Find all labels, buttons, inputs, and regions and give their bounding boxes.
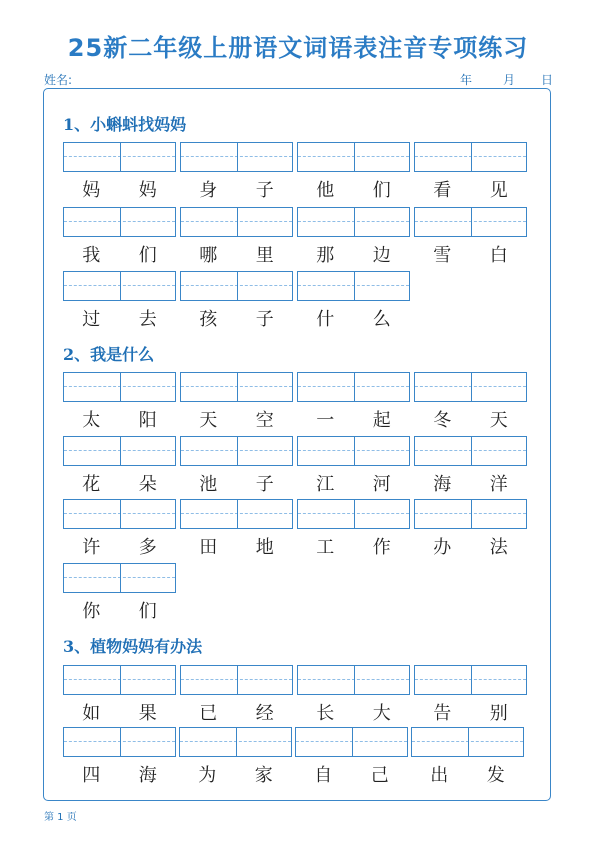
box-divider — [237, 143, 238, 171]
hanzi-character: 办 — [433, 537, 452, 558]
hanzi-character: 妈 — [82, 180, 101, 201]
hanzi-character: 许 — [82, 537, 101, 558]
box-divider — [236, 728, 237, 756]
box-divider — [354, 500, 355, 528]
month-label: 月 — [503, 73, 516, 87]
pinyin-writing-box[interactable] — [180, 372, 293, 402]
hanzi-character: 们 — [138, 245, 157, 266]
box-divider — [120, 373, 121, 401]
year-label: 年 — [460, 73, 473, 87]
pinyin-writing-box[interactable] — [297, 142, 410, 172]
hanzi-character: 我 — [82, 245, 101, 266]
hanzi-character: 发 — [486, 765, 505, 786]
box-divider — [120, 500, 121, 528]
box-divider — [471, 143, 472, 171]
hanzi-character: 地 — [255, 537, 274, 558]
hanzi-character: 工 — [316, 537, 335, 558]
hanzi-character: 看 — [433, 180, 452, 201]
section-title: 3、植物妈妈有办法 — [63, 637, 203, 656]
hanzi-character: 多 — [138, 537, 157, 558]
box-divider — [120, 437, 121, 465]
hanzi-character: 己 — [370, 765, 389, 786]
hanzi-character: 作 — [372, 537, 391, 558]
hanzi-character: 身 — [199, 180, 218, 201]
pinyin-writing-box[interactable] — [297, 207, 410, 237]
box-divider — [237, 500, 238, 528]
hanzi-character: 起 — [372, 410, 391, 431]
pinyin-writing-box[interactable] — [414, 372, 527, 402]
hanzi-character: 花 — [82, 474, 101, 495]
day-label: 日 — [541, 73, 554, 87]
pinyin-writing-box[interactable] — [63, 142, 176, 172]
hanzi-character: 么 — [372, 309, 391, 330]
pinyin-writing-box[interactable] — [414, 665, 527, 695]
hanzi-character: 子 — [255, 180, 274, 201]
hanzi-character: 孩 — [199, 309, 218, 330]
section-title: 2、我是什么 — [63, 345, 155, 364]
hanzi-character: 那 — [316, 245, 335, 266]
pinyin-writing-box[interactable] — [297, 372, 410, 402]
hanzi-character: 江 — [316, 474, 335, 495]
box-divider — [471, 666, 472, 694]
hanzi-character: 已 — [199, 703, 218, 724]
hanzi-character: 们 — [138, 601, 157, 622]
box-divider — [471, 500, 472, 528]
hanzi-character: 海 — [138, 765, 157, 786]
box-divider — [354, 143, 355, 171]
pinyin-writing-box[interactable] — [63, 207, 176, 237]
hanzi-character: 自 — [314, 765, 333, 786]
hanzi-character: 子 — [255, 309, 274, 330]
box-divider — [471, 208, 472, 236]
hanzi-character: 大 — [372, 703, 391, 724]
hanzi-character: 空 — [255, 410, 274, 431]
pinyin-writing-box[interactable] — [297, 436, 410, 466]
pinyin-writing-box[interactable] — [414, 499, 527, 529]
hanzi-character: 朵 — [138, 474, 157, 495]
hanzi-character: 过 — [82, 309, 101, 330]
hanzi-character: 一 — [316, 410, 335, 431]
pinyin-writing-box[interactable] — [63, 665, 176, 695]
hanzi-character: 四 — [82, 765, 101, 786]
hanzi-character: 们 — [372, 180, 391, 201]
pinyin-writing-box[interactable] — [180, 665, 293, 695]
pinyin-writing-box[interactable] — [180, 142, 293, 172]
box-divider — [237, 373, 238, 401]
hanzi-character: 里 — [255, 245, 274, 266]
box-divider — [120, 666, 121, 694]
hanzi-character: 经 — [255, 703, 274, 724]
section-title: 1、小蝌蚪找妈妈 — [63, 115, 187, 134]
pinyin-writing-box[interactable] — [180, 207, 293, 237]
hanzi-character: 哪 — [199, 245, 218, 266]
pinyin-writing-box[interactable] — [414, 142, 527, 172]
hanzi-character: 果 — [138, 703, 157, 724]
hanzi-character: 见 — [489, 180, 508, 201]
hanzi-character: 天 — [489, 410, 508, 431]
hanzi-character: 出 — [430, 765, 449, 786]
box-divider — [354, 437, 355, 465]
box-divider — [352, 728, 353, 756]
pinyin-writing-box[interactable] — [63, 436, 176, 466]
pinyin-writing-box[interactable] — [297, 271, 410, 301]
hanzi-character: 他 — [316, 180, 335, 201]
box-divider — [120, 208, 121, 236]
hanzi-character: 河 — [372, 474, 391, 495]
pinyin-writing-box[interactable] — [295, 727, 408, 757]
box-divider — [468, 728, 469, 756]
hanzi-character: 边 — [372, 245, 391, 266]
box-divider — [237, 437, 238, 465]
hanzi-character: 田 — [199, 537, 218, 558]
page-title: 25新二年级上册语文词语表注音专项练习 — [67, 34, 529, 62]
hanzi-character: 法 — [489, 537, 508, 558]
name-label: 姓名: — [44, 73, 73, 87]
hanzi-character: 雪 — [433, 245, 452, 266]
box-divider — [471, 373, 472, 401]
hanzi-character: 为 — [198, 765, 217, 786]
hanzi-character: 阳 — [138, 410, 157, 431]
box-divider — [120, 143, 121, 171]
hanzi-character: 去 — [138, 309, 157, 330]
pinyin-writing-box[interactable] — [180, 271, 293, 301]
hanzi-character: 白 — [489, 245, 508, 266]
box-divider — [354, 373, 355, 401]
box-divider — [120, 272, 121, 300]
hanzi-character: 冬 — [433, 410, 452, 431]
box-divider — [120, 728, 121, 756]
pinyin-writing-box[interactable] — [297, 665, 410, 695]
pinyin-writing-box[interactable] — [414, 436, 527, 466]
pinyin-writing-box[interactable] — [63, 563, 176, 593]
pinyin-writing-box[interactable] — [297, 499, 410, 529]
hanzi-character: 洋 — [489, 474, 508, 495]
hanzi-character: 别 — [489, 703, 508, 724]
box-divider — [237, 272, 238, 300]
hanzi-character: 天 — [199, 410, 218, 431]
hanzi-character: 你 — [82, 601, 101, 622]
hanzi-character: 长 — [316, 703, 335, 724]
hanzi-character: 子 — [255, 474, 274, 495]
box-divider — [237, 208, 238, 236]
box-divider — [354, 272, 355, 300]
pinyin-writing-box[interactable] — [180, 436, 293, 466]
pinyin-writing-box[interactable] — [63, 499, 176, 529]
hanzi-character: 家 — [254, 765, 273, 786]
hanzi-character: 池 — [199, 474, 218, 495]
box-divider — [120, 564, 121, 592]
pinyin-writing-box[interactable] — [63, 727, 176, 757]
pinyin-writing-box[interactable] — [63, 271, 176, 301]
hanzi-character: 海 — [433, 474, 452, 495]
box-divider — [354, 208, 355, 236]
hanzi-character: 如 — [82, 703, 101, 724]
pinyin-writing-box[interactable] — [63, 372, 176, 402]
box-divider — [237, 666, 238, 694]
hanzi-character: 告 — [433, 703, 452, 724]
hanzi-character: 妈 — [138, 180, 157, 201]
pinyin-writing-box[interactable] — [180, 499, 293, 529]
hanzi-character: 太 — [82, 410, 101, 431]
hanzi-character: 什 — [316, 309, 335, 330]
pinyin-writing-box[interactable] — [179, 727, 292, 757]
pinyin-writing-box[interactable] — [414, 207, 527, 237]
page-number: 第 1 页 — [44, 812, 77, 823]
box-divider — [471, 437, 472, 465]
box-divider — [354, 666, 355, 694]
pinyin-writing-box[interactable] — [411, 727, 524, 757]
